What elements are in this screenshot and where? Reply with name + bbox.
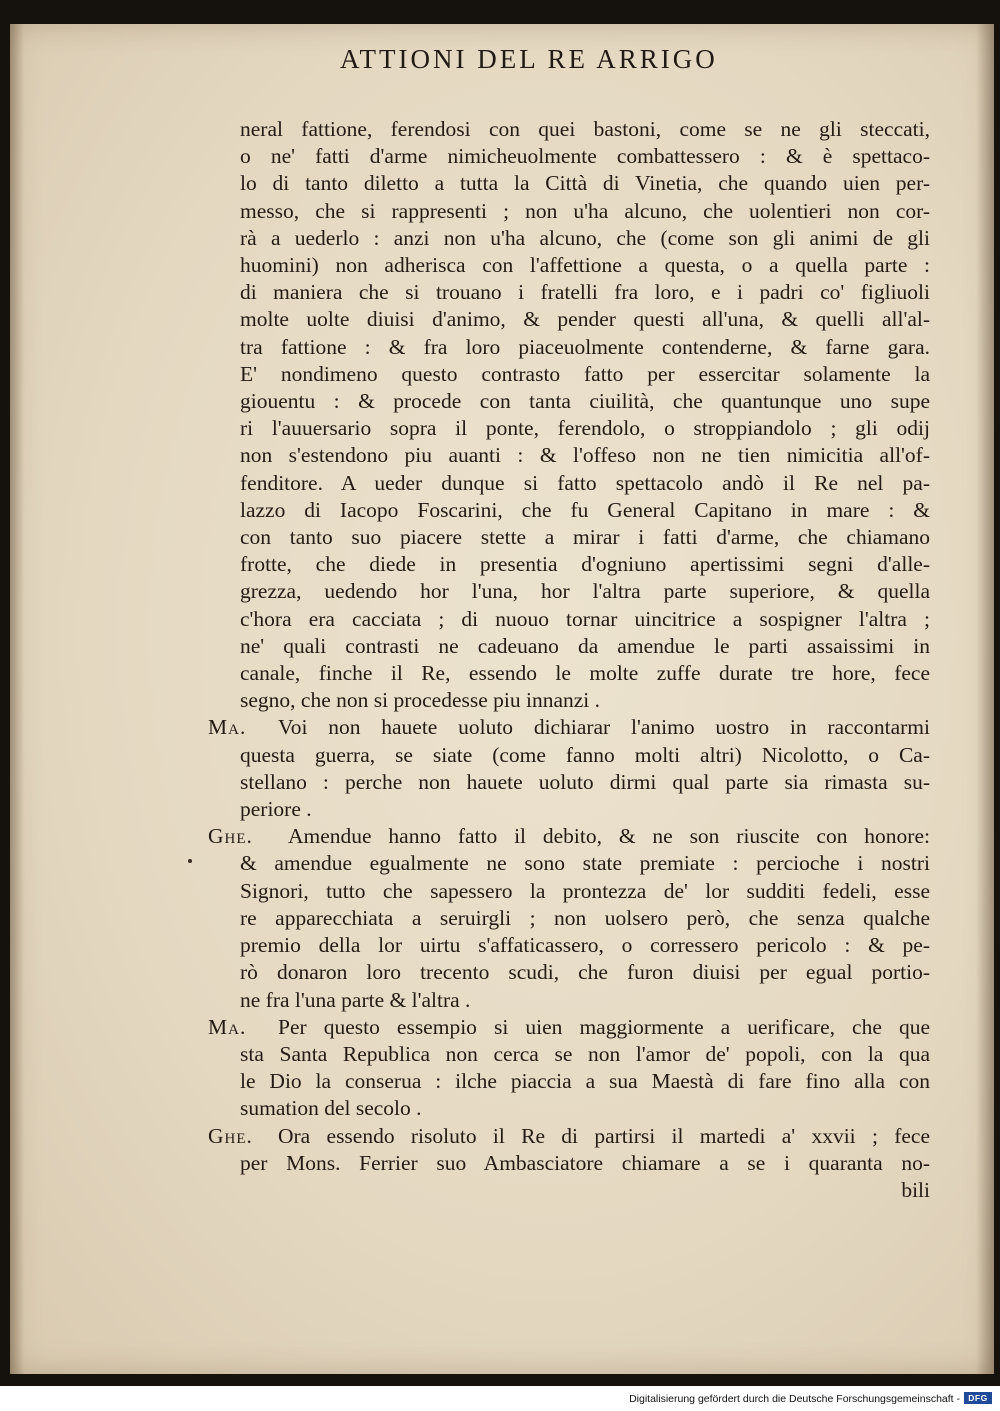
text-line: non s'estendono piu auanti : & l'offeso non ne tien nimicitia all'of- [240, 443, 930, 468]
text-line: tra fattione : & fra loro piaceuolmente contenderne, & farne gara. [240, 334, 930, 359]
text-line: Voi non hauete uoluto dichiarar l'animo uostro in raccontarmi [278, 715, 930, 740]
text-line: le Dio la conserua : ilche piaccia a sua Maestà di fare fino alla con [240, 1069, 930, 1094]
funding-credit: Digitalisierung gefördert durch die Deutsche Forschungsgemeinschaft - [629, 1393, 960, 1405]
footer-bar [0, 1386, 1000, 1411]
text-line: E' nondimeno questo contrasto fatto per essercitar solamente la [240, 361, 930, 386]
text-line: lazzo di Iacopo Foscarini, che fu General Capitano in mare : & [240, 497, 930, 522]
page-edge-shadow [976, 24, 994, 1374]
speech-ma-2 [208, 1014, 930, 1123]
text-line: re apparecchiata a seruirgli ; non uolsero però, che senza qualche [240, 905, 930, 930]
text-line: molte uolte diuisi d'animo, & pender questi all'una, & quelli all'al- [240, 307, 930, 332]
text-line: per Mons. Ferrier suo Ambasciatore chiamare a se i quaranta no- [240, 1150, 930, 1175]
page-gutter-shadow [10, 24, 24, 1374]
text-line: giouentu : & procede con tanta ciuilità, che quantunque uno supe [240, 389, 930, 414]
dfg-logo: DFG [964, 1392, 992, 1404]
text-line: o ne' fatti d'arme nimicheuolmente combattessero : & è spettaco- [240, 144, 930, 169]
speaker-label: Ma. [208, 715, 247, 740]
text-line: Ora essendo risoluto il Re di partirsi il martedi a' xxvii ; fece [278, 1123, 930, 1148]
text-line: fenditore. A ueder dunque si fatto spettacolo andò il Re nel pa- [240, 470, 930, 495]
text-line: ne' quali contrasti ne cadeuano da amendue le parti assaissimi in [240, 633, 930, 658]
speaker-label: Ghe. [208, 824, 253, 849]
catchword: bili [901, 1177, 930, 1202]
text-line: rò donaron loro trecento scudi, che furon diuisi per egual portio- [240, 960, 930, 985]
text-line: rà a uederlo : anzi non u'ha alcuno, che (come son gli animi de gli [240, 225, 930, 250]
speech-ghe-1 [208, 823, 930, 1013]
text-line: questa guerra, se siate (come fanno molti altri) Nicolotto, o Ca- [240, 742, 930, 767]
text-line: di maniera che si trouano i fratelli fra loro, e i padri co' figliuoli [240, 280, 930, 305]
text-line: & amendue egualmente ne sono state premiate : percioche i nostri [240, 851, 930, 876]
body-text [208, 116, 930, 1204]
text-line: ne fra l'una parte & l'altra . [240, 987, 471, 1012]
text-line: Signori, tutto che sapessero la prontezza de' lor sudditi fedeli, esse [240, 878, 930, 903]
text-line: segno, che non si procedesse piu innanzi . [240, 688, 601, 713]
text-line: premio della lor uirtu s'affaticassero, o corressero pericolo : & pe- [240, 933, 930, 958]
text-line: periore . [240, 797, 312, 822]
text-line: Per questo essempio si uien maggiormente a uerificare, che que [278, 1014, 930, 1039]
text-line: stellano : perche non hauete uoluto dirmi qual parte sia rimasta su- [240, 769, 930, 794]
text-line: Amendue hanno fatto il debito, & ne son riuscite con honore: [288, 824, 930, 849]
text-line: grezza, uedendo hor l'una, hor l'altra parte superiore, & quella [240, 579, 930, 604]
text-line: lo di tanto diletto a tutta la Città di Vinetia, che quando uien per- [240, 171, 930, 196]
text-line: c'hora era cacciata ; di nuouo tornar uincitrice a sospigner l'altra ; [240, 606, 930, 631]
text-line: neral fattione, ferendosi con quei bastoni, come se ne gli steccati, [240, 117, 930, 141]
speech-ghe-2 [208, 1123, 930, 1177]
speaker-label: Ma. [208, 1014, 247, 1039]
text-line: huomini) non adherisca con l'affettione a questa, o a quella parte : [240, 253, 930, 278]
text-line: messo, che si rappresenti ; non u'ha alcuno, che uolentieri non cor- [240, 198, 930, 223]
margin-mark [188, 859, 192, 863]
speaker-label: Ghe. [208, 1123, 253, 1148]
text-line: sumation del secolo . [240, 1096, 422, 1121]
paragraph-1 [240, 116, 930, 714]
speech-ma-1 [208, 714, 930, 823]
text-line: canale, finche il Re, essendo le molte zuffe durate tre hore, fece [240, 661, 930, 686]
catchword-row [240, 1177, 930, 1204]
text-line: ri l'auuersario sopra il ponte, ferendolo, o stroppiandolo ; gli odij [240, 416, 930, 441]
text-line: sta Santa Republica non cerca se non l'amor de' popoli, con la qua [240, 1041, 930, 1066]
running-head: ATTIONI DEL RE ARRIGO [340, 44, 718, 74]
text-line: frotte, che diede in presentia d'ogniuno apertissimi segni d'alle- [240, 552, 930, 577]
text-line: con tanto suo piacere stette a mirar i fatti d'arme, che chiamano [240, 525, 930, 550]
